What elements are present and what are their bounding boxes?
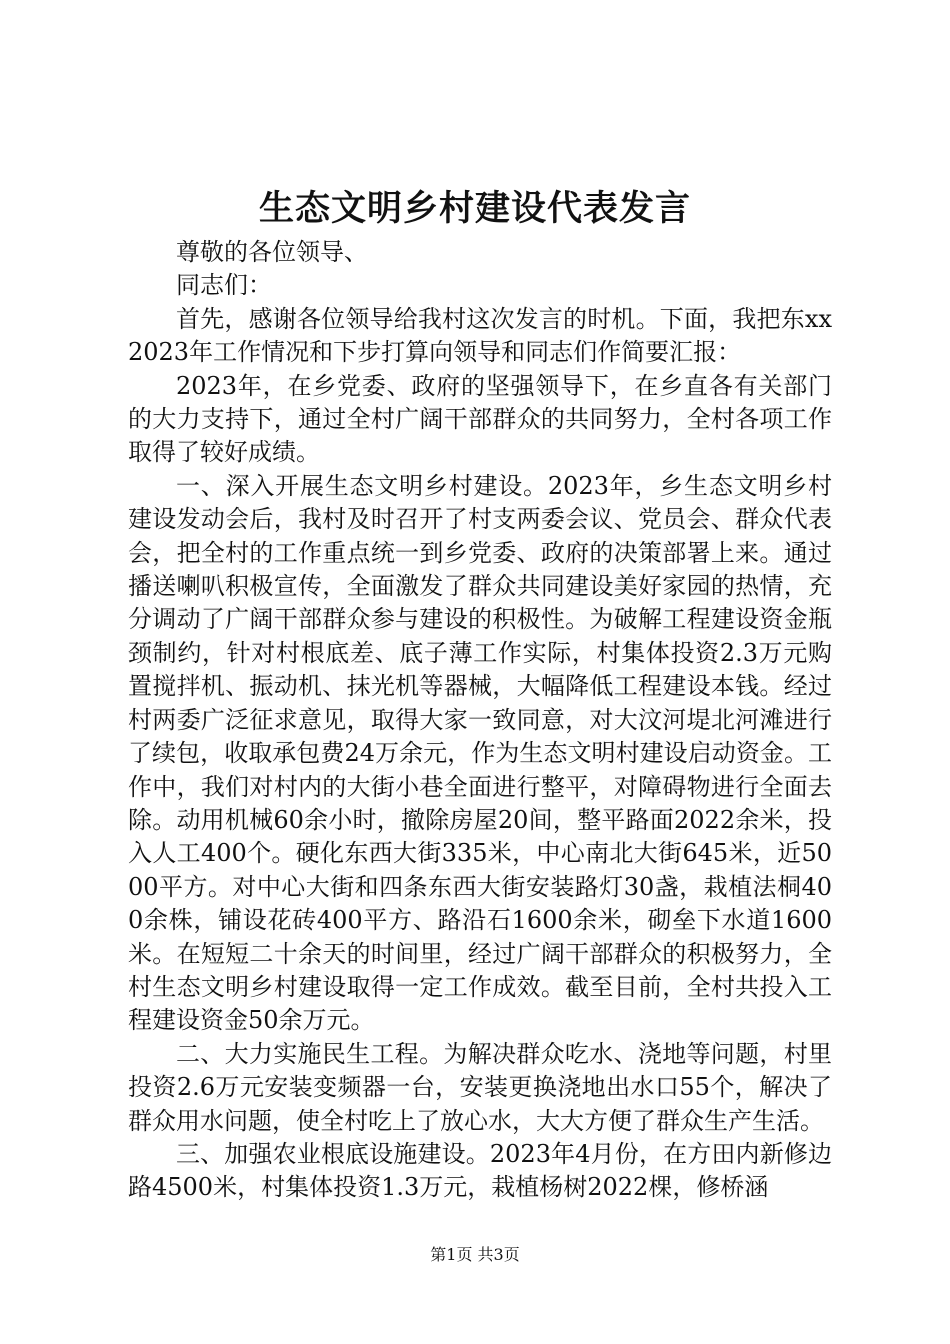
- salutation-line-1: 尊敬的各位领导、: [176, 238, 368, 266]
- paragraph-section-1: 一、深入开展生态文明乡村建设。2023年，乡生态文明乡村建设发动会后，我村及时召开了村支两委会议、党员会、群众代表会，把全村的工作重点统一到乡党委、政府的决策部署上来。通过播送喇叭积极宣传，全面激发了群众共同建设美好家园的热情，充分调动了广阔干部群众参与建设的积极性。为破解工程建设资金瓶颈制约，针对村根底差、底子薄工作实际，村集体投资2.3万元购置搅拌机、振动机、抹光机等器械，大幅降低工程建设本钱。经过村两委广泛征求意见，取得大家一致同意，对大汶河堤北河滩进行了续包，收取承包费24万余元，作为生态文明村建设启动资金。工作中，我们对村内的大街小巷全面进行整平，对障碍物进行全面去除。动用机械60余小时，撤除房屋20间，整平路面2022余米，投入人工400个。硬化东西大街335米，中心南北大街645米，近5000平方。对中心大街和四条东西大街安装路灯30盏，栽植法桐400余株，铺设花砖400平方、路沿石1600余米，砌垒下水道1600米。在短短二十余天的时间里，经过广阔干部群众的积极努力，全村生态文明乡村建设取得一定工作成效。截至目前，全村共投入工程建设资金50余万元。: [128, 471, 832, 1035]
- paragraph-intro: 首先，感谢各位领导给我村这次发言的时机。下面，我把东xx2023年工作情况和下步打算向领导和同志们作简要汇报：: [128, 304, 832, 367]
- paragraph-summary: 2023年，在乡党委、政府的坚强领导下，在乡直各有关部门的大力支持下，通过全村广阔干部群众的共同努力，全村各项工作取得了较好成绩。: [128, 371, 832, 467]
- paragraph-section-3: 三、加强农业根底设施建设。2023年4月份，在方田内新修边路4500米，村集体投资1.3万元，栽植杨树2022棵，修桥涵: [128, 1139, 832, 1202]
- paragraph-section-2: 二、大力实施民生工程。为解决群众吃水、浇地等问题，村里投资2.6万元安装变频器一台，安装更换浇地出水口55个，解决了群众用水问题，使全村吃上了放心水，大大方便了群众生产生活。: [128, 1039, 832, 1135]
- page-footer: 第1页 共3页: [430, 1245, 520, 1264]
- document-body: [128, 236, 832, 1205]
- document-title: 生态文明乡村建设代表发言: [258, 188, 691, 229]
- salutation-line-2: 同志们：: [176, 271, 272, 300]
